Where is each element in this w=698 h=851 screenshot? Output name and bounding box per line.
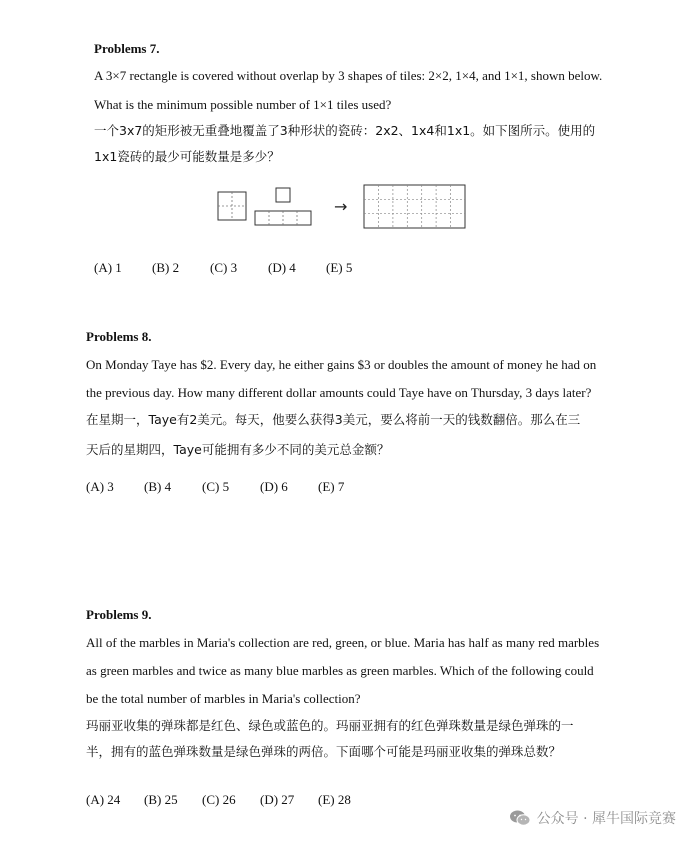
choice-e[interactable]: (E) 7 bbox=[318, 479, 345, 494]
choice-c[interactable]: (C) 26 bbox=[202, 792, 236, 807]
choice-e[interactable]: (E) 28 bbox=[318, 792, 351, 807]
choice-d[interactable]: (D) 27 bbox=[260, 792, 295, 807]
tile-1x1 bbox=[276, 188, 290, 202]
tile-2x2 bbox=[218, 192, 246, 220]
problem-9-title: Problems 9. bbox=[86, 607, 152, 622]
problem-9-zh-line-2: 半，拥有的蓝色弹珠数量是绿色弹珠的两倍。下面哪个可能是玛丽亚收集的弹珠总数？ bbox=[86, 744, 562, 759]
problem-9-zh-line-1: 玛丽亚收集的弹珠都是红色、绿色或蓝色的。玛丽亚拥有的红色弹珠数量是绿色弹珠的一 bbox=[86, 718, 574, 733]
problem-9-en-line-3: be the total number of marbles in Maria's collection? bbox=[86, 691, 361, 706]
choice-b[interactable]: (B) 2 bbox=[152, 260, 180, 275]
problem-8-zh-line-2: 天后的星期四，Taye可能拥有多少不同的美元总金额？ bbox=[86, 442, 390, 457]
problem-7-zh-line-1: 一个3x7的矩形被无重叠地覆盖了3种形状的瓷砖：2x2、1x4和1x1。如下图所示。使用的 bbox=[94, 123, 596, 138]
problem-9-en-line-2: as green marbles and twice as many blue marbles as green marbles. Which of the following could bbox=[86, 663, 594, 678]
problem-7-title: Problems 7. bbox=[94, 41, 160, 56]
choice-d[interactable]: (D) 6 bbox=[260, 479, 288, 494]
problem-7-choices bbox=[94, 260, 352, 276]
problem-9-en-line-1: All of the marbles in Maria's collection are red, green, or blue. Maria has half as many red marbles bbox=[86, 635, 600, 650]
watermark bbox=[509, 808, 676, 828]
problem-8-zh-line-1: 在星期一，Taye有2美元。每天，他要么获得3美元，要么将前一天的钱数翻倍。那么在三 bbox=[86, 412, 581, 427]
choice-b[interactable]: (B) 4 bbox=[144, 479, 172, 494]
problem-7-zh-line-2: 1x1瓷砖的最少可能数量是多少？ bbox=[94, 149, 280, 164]
choice-e[interactable]: (E) 5 bbox=[326, 260, 353, 275]
tiles-figure bbox=[210, 180, 470, 232]
choice-a[interactable]: (A) 3 bbox=[86, 479, 114, 494]
problem-7-en-line-2: What is the minimum possible number of 1×1 tiles used? bbox=[94, 97, 392, 112]
watermark-text: 公众号 · 犀牛国际竞赛 bbox=[536, 811, 676, 827]
arrow-icon: → bbox=[334, 197, 348, 216]
problem-8-choices bbox=[86, 479, 344, 495]
problem-7-en-line-1: A 3×7 rectangle is covered without overlap by 3 shapes of tiles: 2×2, 1×4, and 1×1, shown below. bbox=[94, 68, 603, 83]
choice-c[interactable]: (C) 5 bbox=[202, 479, 230, 494]
choice-c[interactable]: (C) 3 bbox=[210, 260, 238, 275]
problem-9-choices bbox=[86, 792, 351, 808]
problem-8-title: Problems 8. bbox=[86, 329, 152, 344]
problem-8-en-line-2: the previous day. How many different dollar amounts could Taye have on Thursday, 3 days later? bbox=[86, 385, 592, 400]
choice-a[interactable]: (A) 24 bbox=[86, 792, 121, 807]
choice-a[interactable]: (A) 1 bbox=[94, 260, 122, 275]
wechat-icon bbox=[509, 809, 531, 827]
choice-b[interactable]: (B) 25 bbox=[144, 792, 178, 807]
problem-8-en-line-1: On Monday Taye has $2. Every day, he either gains $3 or doubles the amount of money he had on bbox=[86, 357, 597, 372]
tile-1x4 bbox=[255, 211, 311, 225]
rectangle-3x7 bbox=[364, 185, 465, 228]
tiles-figure-svg bbox=[210, 180, 470, 232]
choice-d[interactable]: (D) 4 bbox=[268, 260, 296, 275]
